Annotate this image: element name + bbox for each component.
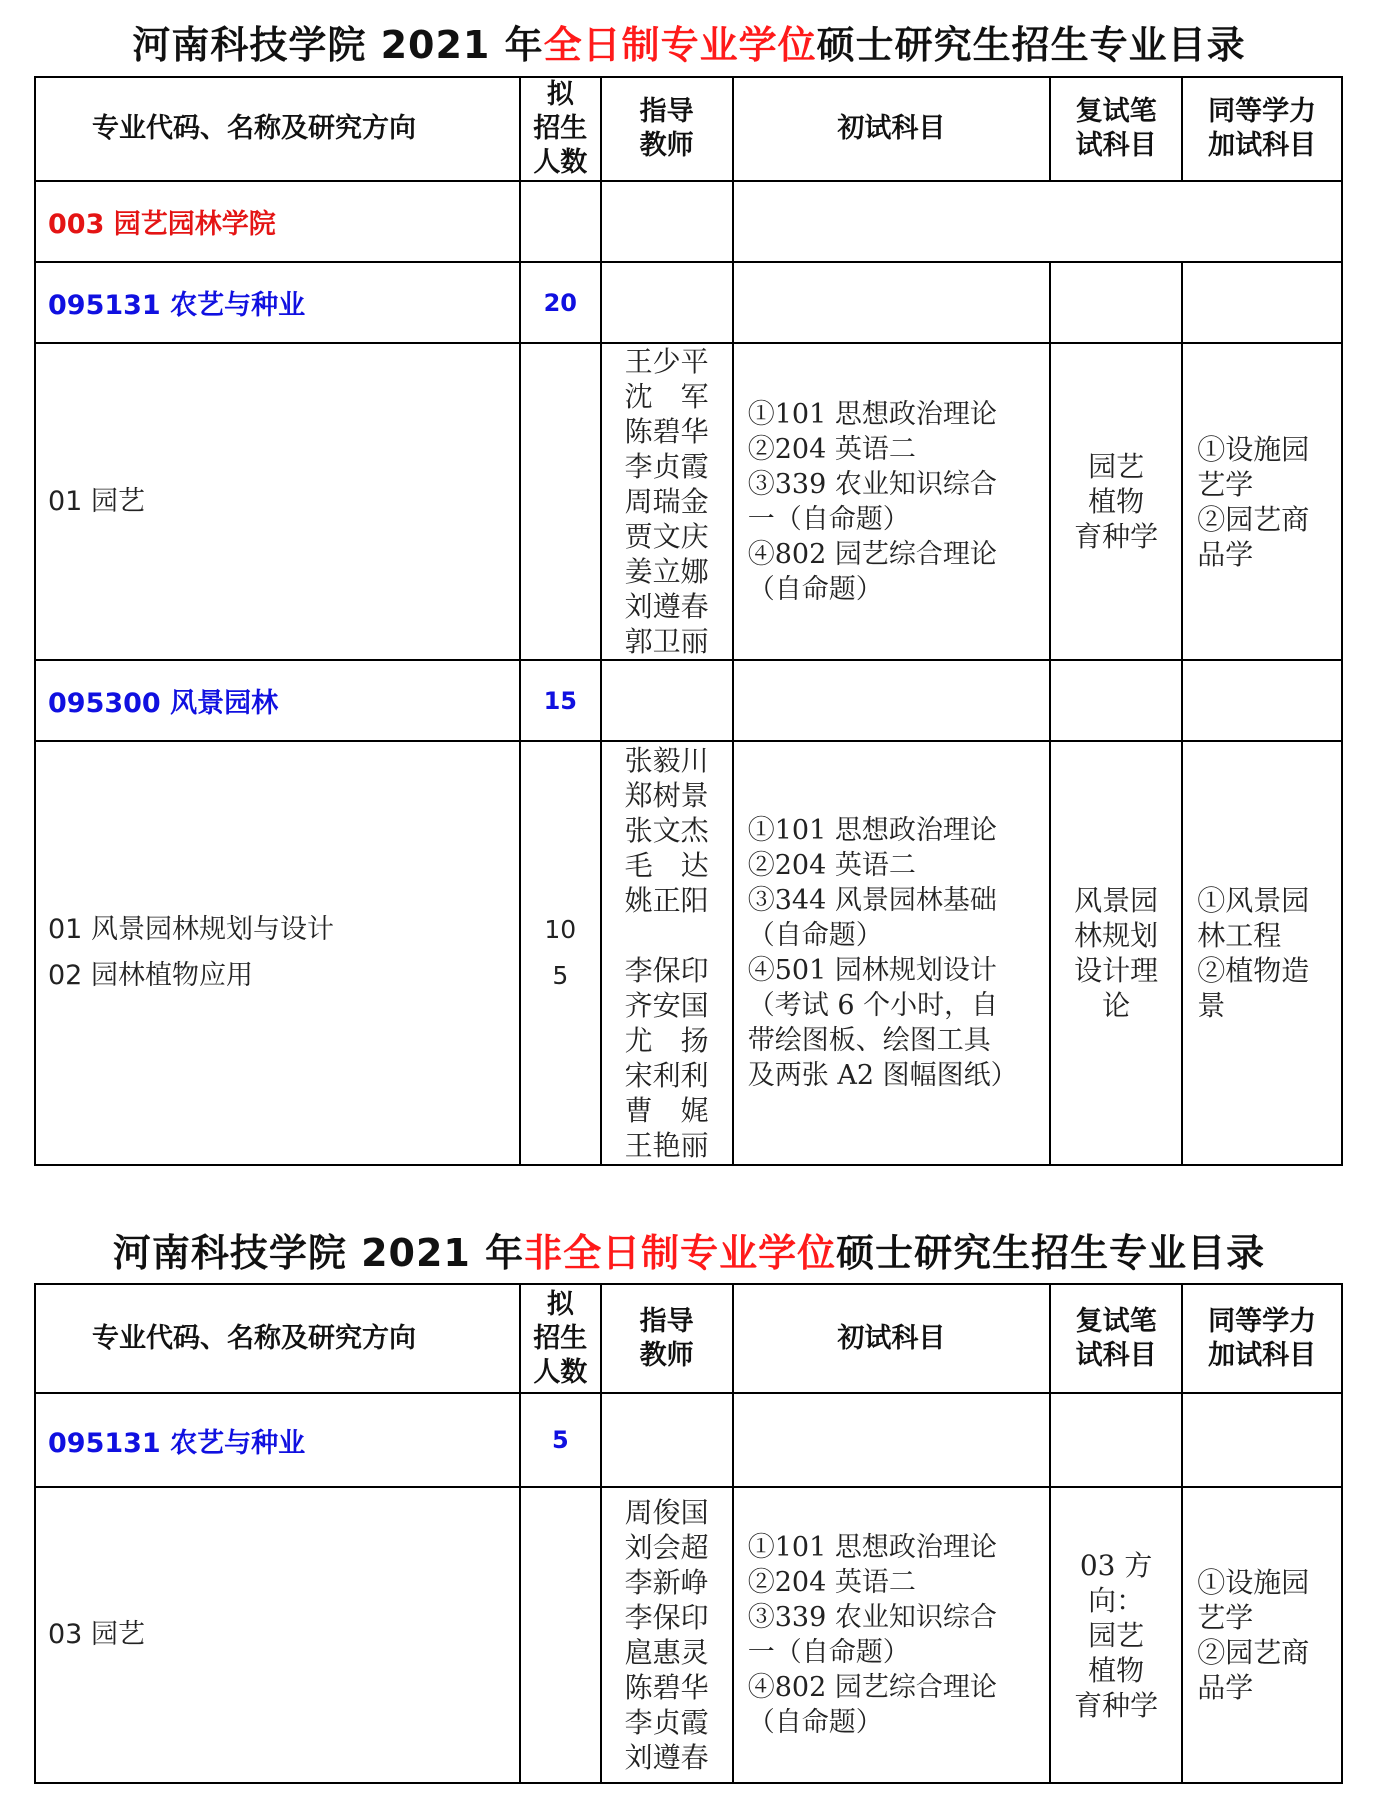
header-quota: 拟 招生 人数 [520, 1284, 600, 1393]
header-retest: 复试笔 试科目 [1050, 1284, 1182, 1393]
major-row [35, 262, 1342, 343]
direction-row [35, 343, 1342, 660]
major-name: 095131 农艺与种业 [35, 1393, 520, 1487]
header-row [35, 77, 1342, 181]
title-highlight: 非全日制专业学位 [524, 1231, 837, 1275]
extra-subjects: ①风景园 林工程 ②植物造 景 [1182, 741, 1342, 1165]
major-quota: 20 [520, 262, 600, 343]
catalog-table-parttime [34, 1283, 1343, 1784]
header-extra: 同等学力 加试科目 [1182, 77, 1342, 181]
direction-row [35, 741, 1342, 1165]
header-exam: 初试科目 [733, 1284, 1050, 1393]
header-major: 专业代码、名称及研究方向 [35, 77, 520, 181]
college-name: 003 园艺园林学院 [35, 181, 520, 262]
advisor-list: 张毅川 郑树景 张文杰 毛 达 姚正阳 李保印 齐安国 尤 扬 宋利利 曹 娓 王艳丽 [601, 741, 733, 1165]
title-highlight: 全日制专业学位 [543, 23, 817, 67]
header-extra: 同等学力 加试科目 [1182, 1284, 1342, 1393]
exam-subjects: ①101 思想政治理论 ②204 英语二 ③339 农业知识综合 一（自命题） ④802 园艺综合理论 （自命题） [733, 343, 1050, 660]
advisor-list: 王少平 沈 军 陈碧华 李贞霞 周瑞金 贾文庆 姜立娜 刘遵春 郭卫丽 [601, 343, 733, 660]
major-row [35, 660, 1342, 741]
extra-subjects: ①设施园 艺学 ②园艺商 品学 [1182, 343, 1342, 660]
retest-subject: 风景园 林规划 设计理 论 [1050, 741, 1182, 1165]
header-advisor: 指导 教师 [601, 1284, 733, 1393]
extra-subjects: ①设施园 艺学 ②园艺商 品学 [1182, 1487, 1342, 1783]
direction-row [35, 1487, 1342, 1783]
header-quota: 拟 招生 人数 [520, 77, 600, 181]
major-quota: 5 [520, 1393, 600, 1487]
header-retest: 复试笔 试科目 [1050, 77, 1182, 181]
major-row [35, 1393, 1342, 1487]
direction-quotas: 10 5 [520, 741, 600, 1165]
header-row [35, 1284, 1342, 1393]
major-name: 095300 风景园林 [35, 660, 520, 741]
header-exam: 初试科目 [733, 77, 1050, 181]
retest-subject: 园艺 植物 育种学 [1050, 343, 1182, 660]
page-title: 河南科技学院 2021 年非全日制专业学位硕士研究生招生专业目录 [112, 1231, 1266, 1275]
direction-names: 01 风景园林规划与设计 02 园林植物应用 [35, 741, 520, 1165]
major-name: 095131 农艺与种业 [35, 262, 520, 343]
advisor-list: 周俊国 刘会超 李新峥 李保印 扈惠灵 陈碧华 李贞霞 刘遵春 [601, 1487, 733, 1783]
college-row [35, 181, 1342, 262]
header-major: 专业代码、名称及研究方向 [35, 1284, 520, 1393]
exam-subjects: ①101 思想政治理论 ②204 英语二 ③339 农业知识综合 一（自命题） ④802 园艺综合理论 （自命题） [733, 1487, 1050, 1783]
major-quota: 15 [520, 660, 600, 741]
direction-name: 01 园艺 [35, 343, 520, 660]
header-advisor: 指导 教师 [601, 77, 733, 181]
catalog-table-fulltime [34, 76, 1343, 1166]
direction-name: 03 园艺 [35, 1487, 520, 1783]
exam-subjects: ①101 思想政治理论 ②204 英语二 ③344 风景园林基础 （自命题） ④501 园林规划设计 （考试 6 个小时，自 带绘图板、绘图工具 及两张 A2 图幅图纸） [733, 741, 1050, 1165]
retest-subject: 03 方 向： 园艺 植物 育种学 [1050, 1487, 1182, 1783]
page-title: 河南科技学院 2021 年全日制专业学位硕士研究生招生专业目录 [132, 23, 1246, 67]
